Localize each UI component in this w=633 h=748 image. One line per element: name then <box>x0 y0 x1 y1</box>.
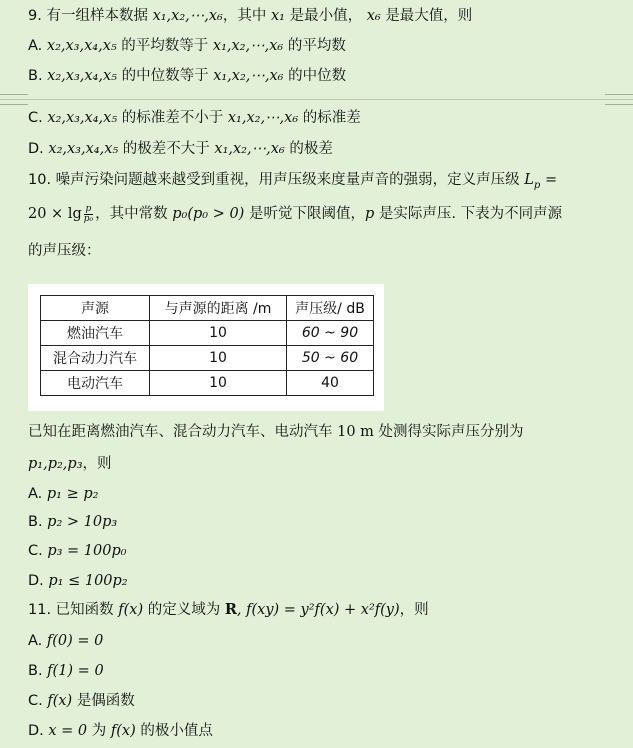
q10-stem-line-3: 的声压级： <box>28 243 101 259</box>
table-header: 声源 <box>41 296 150 321</box>
option-label: B. <box>28 514 43 530</box>
q10-formula-rhs: 20 × lg <box>28 206 82 222</box>
option-label: C. <box>28 693 43 709</box>
q11-option-a[interactable] <box>28 631 103 651</box>
q9-stem <box>28 6 472 26</box>
option-label: D. <box>28 723 44 739</box>
q10-option-a[interactable] <box>28 484 98 504</box>
option-label: B. <box>28 68 43 84</box>
option-vars-2: x₁,x₂,⋯,x₆ <box>214 141 285 157</box>
q9-option-d[interactable] <box>28 139 333 159</box>
table-cell: 50 ~ 60 <box>287 346 374 371</box>
q10-distance: 10 m <box>337 424 374 440</box>
option-label: A. <box>28 633 43 649</box>
q9-text-2: ，其中 <box>222 8 267 24</box>
q10-text-4: 是实际声压. 下表为不同声源 <box>378 206 563 222</box>
page-break-line <box>0 99 633 100</box>
option-vars-1: x₂,x₃,x₄,x₅ <box>46 38 117 54</box>
table-row <box>41 346 374 371</box>
q10-option-c[interactable] <box>28 541 127 561</box>
option-expr: f(0) = 0 <box>46 633 104 649</box>
option-text: 是偶函数 <box>76 693 135 709</box>
q9-text-4: 是最大值，则 <box>385 8 473 24</box>
option-expr-2: f(x) <box>110 723 136 739</box>
q10-p0-expr: p₀(p₀ > 0) <box>172 206 245 222</box>
q9-var-min: x₁ <box>270 8 285 24</box>
q10-pressure-vars: p₁,p₂,p₃ <box>28 456 83 472</box>
q11-number: 11. <box>28 602 52 618</box>
option-text-2: 的中位数 <box>288 68 347 84</box>
q11-stem <box>28 600 429 620</box>
q9-option-a[interactable] <box>28 36 346 56</box>
q10-text-3: 是听觉下限阈值， <box>248 206 365 222</box>
q9-number: 9. <box>28 8 42 24</box>
table-cell: 10 <box>150 371 287 396</box>
option-text-1: 的标准差不小于 <box>121 110 224 126</box>
q11-text-1: 已知函数 <box>55 602 114 618</box>
table-row <box>41 321 374 346</box>
option-expr: x = 0 <box>48 723 88 739</box>
sound-level-table-card <box>28 284 384 411</box>
table-header-row <box>41 296 374 321</box>
option-expr: p₁ ≥ p₂ <box>46 486 99 502</box>
option-text-2: 的平均数 <box>287 38 346 54</box>
option-label: B. <box>28 663 43 679</box>
q11-option-d[interactable] <box>28 721 213 741</box>
option-vars-2: x₁,x₂,⋯,x₆ <box>212 38 284 54</box>
q10-formula-lhs: $L_p$ <box>524 172 541 191</box>
option-label: D. <box>28 573 44 589</box>
option-text-2: 的标准差 <box>302 110 361 126</box>
option-label: C. <box>28 110 43 126</box>
option-vars-1: x₂,x₃,x₄,x₅ <box>48 141 119 157</box>
q9-text-1: 有一组样本数据 <box>46 8 148 24</box>
table-cell: 10 <box>150 346 287 371</box>
option-vars-2: x₁,x₂,⋯,x₆ <box>227 110 299 126</box>
table-cell: 电动汽车 <box>41 371 150 396</box>
option-text-1: 的极差不大于 <box>122 141 210 157</box>
q9-text-3: 是最小值， <box>289 8 363 24</box>
q11-text-3: ，则 <box>399 602 429 618</box>
option-label: A. <box>28 38 43 54</box>
q10-fraction: $\frac{p}{\text{p₀}}$ <box>83 203 94 224</box>
q9-vars: x₁,x₂,⋯,x₆ <box>152 8 223 24</box>
q9-option-b[interactable] <box>28 66 346 86</box>
sound-level-table <box>40 295 374 396</box>
option-label: C. <box>28 543 43 559</box>
option-label: A. <box>28 486 43 502</box>
option-expr: f(x) <box>47 693 73 709</box>
table-row <box>41 371 374 396</box>
table-cell: 40 <box>287 371 374 396</box>
option-vars-2: x₁,x₂,⋯,x₆ <box>213 68 284 84</box>
q10-number: 10. <box>28 172 52 188</box>
table-cell: 燃油汽车 <box>41 321 150 346</box>
q10-text-2: ，其中常数 <box>95 206 168 222</box>
option-vars-1: x₂,x₃,x₄,x₅ <box>47 110 118 126</box>
option-expr: p₂ > 10p₃ <box>47 514 118 530</box>
option-text-2: 的极小值点 <box>140 723 213 739</box>
q11-option-b[interactable] <box>28 661 104 681</box>
q10-stem-line-2 <box>28 204 562 224</box>
page-break-marker-right <box>605 94 633 105</box>
q11-text-2: 的定义域为 <box>147 602 221 618</box>
q10-stem-line-1 <box>28 170 557 196</box>
q10-option-b[interactable] <box>28 512 117 532</box>
table-cell: 混合动力汽车 <box>41 346 150 371</box>
option-text-2: 的极差 <box>289 141 333 157</box>
option-label: D. <box>28 141 44 157</box>
option-expr: p₁ ≤ 100p₂ <box>48 573 128 589</box>
q10-after-line-1 <box>28 422 524 442</box>
q11-option-c[interactable] <box>28 691 135 711</box>
option-expr: f(1) = 0 <box>47 663 104 679</box>
table-header: 声压级/ dB <box>287 296 374 321</box>
q10-after-text-1: 已知在距离燃油汽车、混合动力汽车、电动汽车 <box>28 424 333 440</box>
q11-equation: , f(xy) = y²f(x) + x²f(y) <box>236 602 400 618</box>
table-cell: 60 ~ 90 <box>287 321 374 346</box>
q10-after-text-3: ，则 <box>82 456 112 472</box>
q10-after-line-2 <box>28 454 112 474</box>
q10-after-text-2: 处测得实际声压分别为 <box>378 424 524 440</box>
q9-var-max: x₆ <box>366 8 381 24</box>
q10-text-1: 噪声污染问题越来越受到重视，用声压级来度量声音的强弱，定义声压级 <box>55 172 520 188</box>
q10-formula-eq: = <box>544 172 558 188</box>
q9-option-c[interactable] <box>28 108 361 128</box>
q10-option-d[interactable] <box>28 571 128 591</box>
option-text: 为 <box>91 723 107 739</box>
option-expr: p₃ = 100p₀ <box>47 543 127 559</box>
page-break-marker-left <box>0 94 28 105</box>
option-text-1: 的中位数等于 <box>121 68 209 84</box>
table-header: 与声源的距离 /m <box>150 296 287 321</box>
table-cell: 10 <box>150 321 287 346</box>
q11-domain: R <box>224 601 237 618</box>
option-vars-1: x₂,x₃,x₄,x₅ <box>47 68 117 84</box>
option-text-1: 的平均数等于 <box>121 38 209 54</box>
q10-p-var: p <box>364 206 375 222</box>
q11-func: f(x) <box>118 602 144 618</box>
